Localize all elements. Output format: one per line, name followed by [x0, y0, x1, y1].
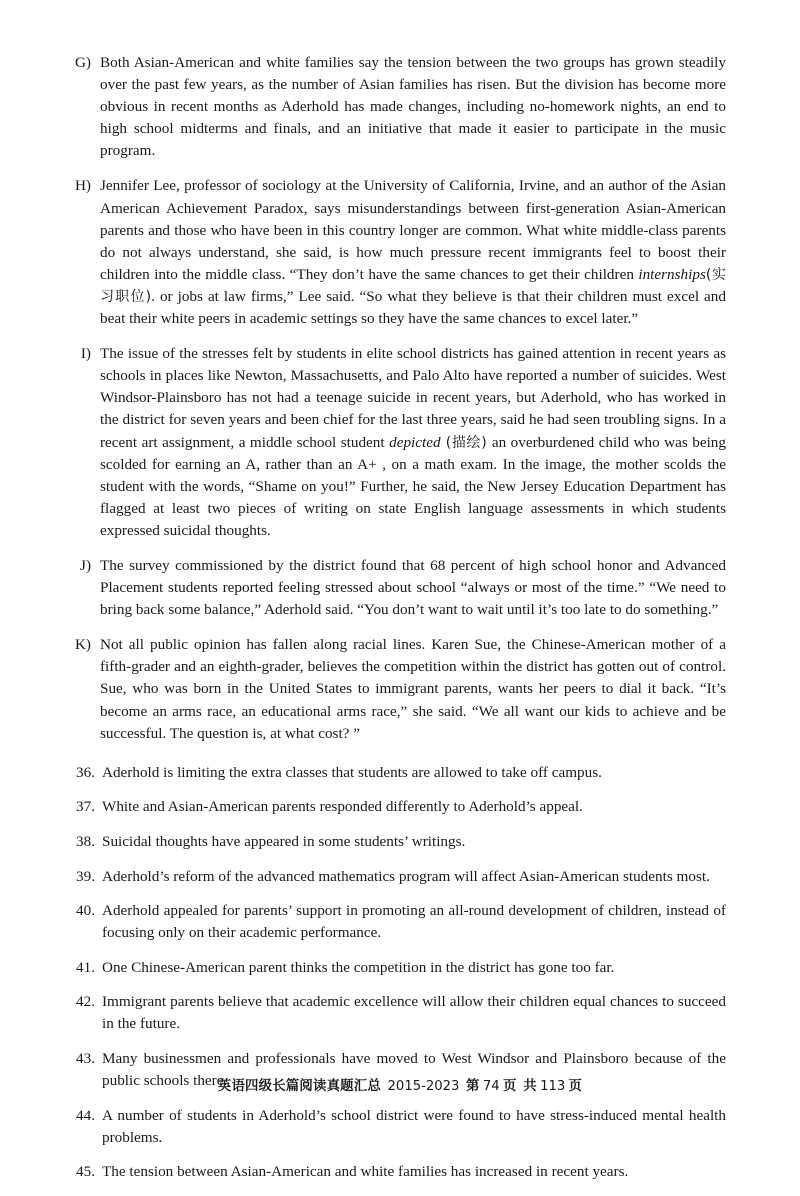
chinese-gloss: (实习职位) [100, 266, 726, 305]
emphasis-term: internships [638, 265, 706, 283]
footer-page-prefix: 第 [466, 1079, 480, 1094]
paragraph-label-g: G) [74, 54, 91, 71]
paragraph-k [70, 634, 726, 744]
question-number-37: 37. [76, 798, 95, 816]
paragraph-label-j: J) [80, 556, 91, 574]
footer-title: 英语四级长篇阅读真题汇总 [217, 1079, 381, 1094]
paragraph-h [70, 175, 726, 330]
footer-year-range: 2015-2023 [387, 1079, 460, 1094]
text-run: Jennifer Lee, professor of sociology at the University of California, Irvine, and an author of the Asian American Achievement Paradox, says misunderstandings between first-generation Asian-American parents and those who have been in this country longer are common. What white middle-class parents do not always understand, she said, is how much pressure recent immigrants feel to boost their children into the middle class. “They don’t have the same chances to get their children [100, 177, 726, 283]
question-text-44: A number of students in Aderhold’s school district were found to have stress-induced mental health problems. [102, 1106, 726, 1146]
question-text-36: Aderhold is limiting the extra classes that students are allowed to take off campus. [102, 763, 602, 781]
paragraph-label-h: H) [74, 177, 91, 195]
footer-page-number: 74 [482, 1079, 500, 1094]
paragraph-text-h [100, 175, 726, 330]
question-item-45 [70, 1161, 726, 1183]
paragraph-text-i [100, 343, 726, 542]
question-item-42 [70, 991, 726, 1035]
paragraph-label-i: I) [80, 345, 91, 363]
question-number-42: 42. [76, 993, 95, 1011]
question-number-41: 41. [76, 958, 95, 976]
paragraph-text-g: Both Asian-American and white families say the tension between the two groups has grown steadily over the past few years, as the number of Asian families has risen. But the division has become more obvious in recent months as Aderhold has made changes, including no-homework nights, an end to high school midterms and finals, and an initiative that made it easier to participate in the music program. [100, 54, 726, 160]
chinese-gloss: (描绘) [440, 434, 492, 451]
question-number-43: 43. [76, 1050, 95, 1068]
question-text-39: Aderhold’s reform of the advanced mathematics program will affect Asian-American students most. [102, 867, 710, 885]
text-run: The issue of the stresses felt by students in elite school districts has gained attention in recent years as schools in places like Newton, Massachusetts, and Palo Alto have reported a number of suicides. West Windsor-Plainsboro has not had a teenage suicide in recent years, but Aderhold, who has worked in the district for seven years and been chief for the last three years, said he had seen troubling signs. In a recent art assignment, a middle school student [100, 345, 726, 451]
question-number-38: 38. [76, 832, 95, 850]
question-number-44: 44. [76, 1106, 95, 1124]
emphasis-term: depicted [389, 433, 441, 451]
question-number-40: 40. [76, 902, 95, 920]
paragraph-j [70, 555, 726, 621]
question-item-37 [70, 796, 726, 818]
footer-page-unit: 页 [503, 1079, 517, 1094]
question-item-40 [70, 900, 726, 944]
paragraph-g [70, 52, 726, 162]
question-text-40: Aderhold appealed for parents’ support in promoting an all-round development of children, instead of focusing only on their academic performance. [102, 902, 726, 942]
paragraph-text-j: The survey commissioned by the district found that 68 percent of high school honor and Advanced Placement students reported feeling stressed about school “always or most of the time.” “We need to bring back some balance,” Aderhold said. “You don’t want to wait until it’s too late to do something.” [100, 556, 726, 619]
paragraph-label-k: K) [74, 636, 91, 654]
page-content [70, 52, 726, 1196]
question-number-45: 45. [76, 1163, 95, 1181]
question-item-41 [70, 957, 726, 979]
question-item-38 [70, 831, 726, 853]
question-number-36: 36. [76, 763, 95, 781]
footer-total-unit: 页 [568, 1079, 583, 1094]
question-item-44 [70, 1105, 726, 1149]
paragraph-i [70, 343, 726, 542]
page-footer [0, 1076, 800, 1097]
text-run: . or jobs at law firms,” Lee said. “So what they believe is that their children must excel and beat their white peers in academic settings so they have the same chances to excel later.” [100, 287, 726, 328]
question-text-37: White and Asian-American parents responded differently to Aderhold’s appeal. [102, 798, 583, 816]
question-text-41: One Chinese-American parent thinks the competition in the district has gone too far. [102, 958, 615, 976]
text-run: an overburdened child who was being scolded for earning an A, rather than an A+ , on a math exam. In the image, the mother scolds the student with the words, “Shame on you!” Further, he said, the New Jersey Education Department has flagged at least two pieces of writing on state English language assessments in which students expressed suicidal thoughts. [100, 433, 726, 539]
question-number-39: 39. [76, 867, 95, 885]
question-text-38: Suicidal thoughts have appeared in some students’ writings. [102, 832, 466, 850]
question-text-43: Many businessmen and professionals have moved to West Windsor and Plainsboro because of the public schools there. [102, 1050, 726, 1090]
question-text-42: Immigrant parents believe that academic excellence will allow their children equal chances to succeed in the future. [102, 993, 726, 1033]
paragraph-text-k: Not all public opinion has fallen along racial lines. Karen Sue, the Chinese-American mother of a fifth-grader and an eighth-grader, believes the competition within the district has gotten out of control. Sue, who was born in the United States to immigrant parents, wants her peers to dial it back. “It’s become an arms race, an educational arms race,” she said. “We all want our kids to achieve and be successful. The question is, at what cost? ” [100, 636, 726, 742]
footer-total-pages: 113 [540, 1079, 566, 1094]
question-list [70, 762, 726, 1184]
question-item-39 [70, 866, 726, 888]
question-text-45: The tension between Asian-American and white families has increased in recent years. [102, 1163, 629, 1181]
question-item-36 [70, 762, 726, 784]
footer-total-prefix: 共 [523, 1079, 537, 1094]
